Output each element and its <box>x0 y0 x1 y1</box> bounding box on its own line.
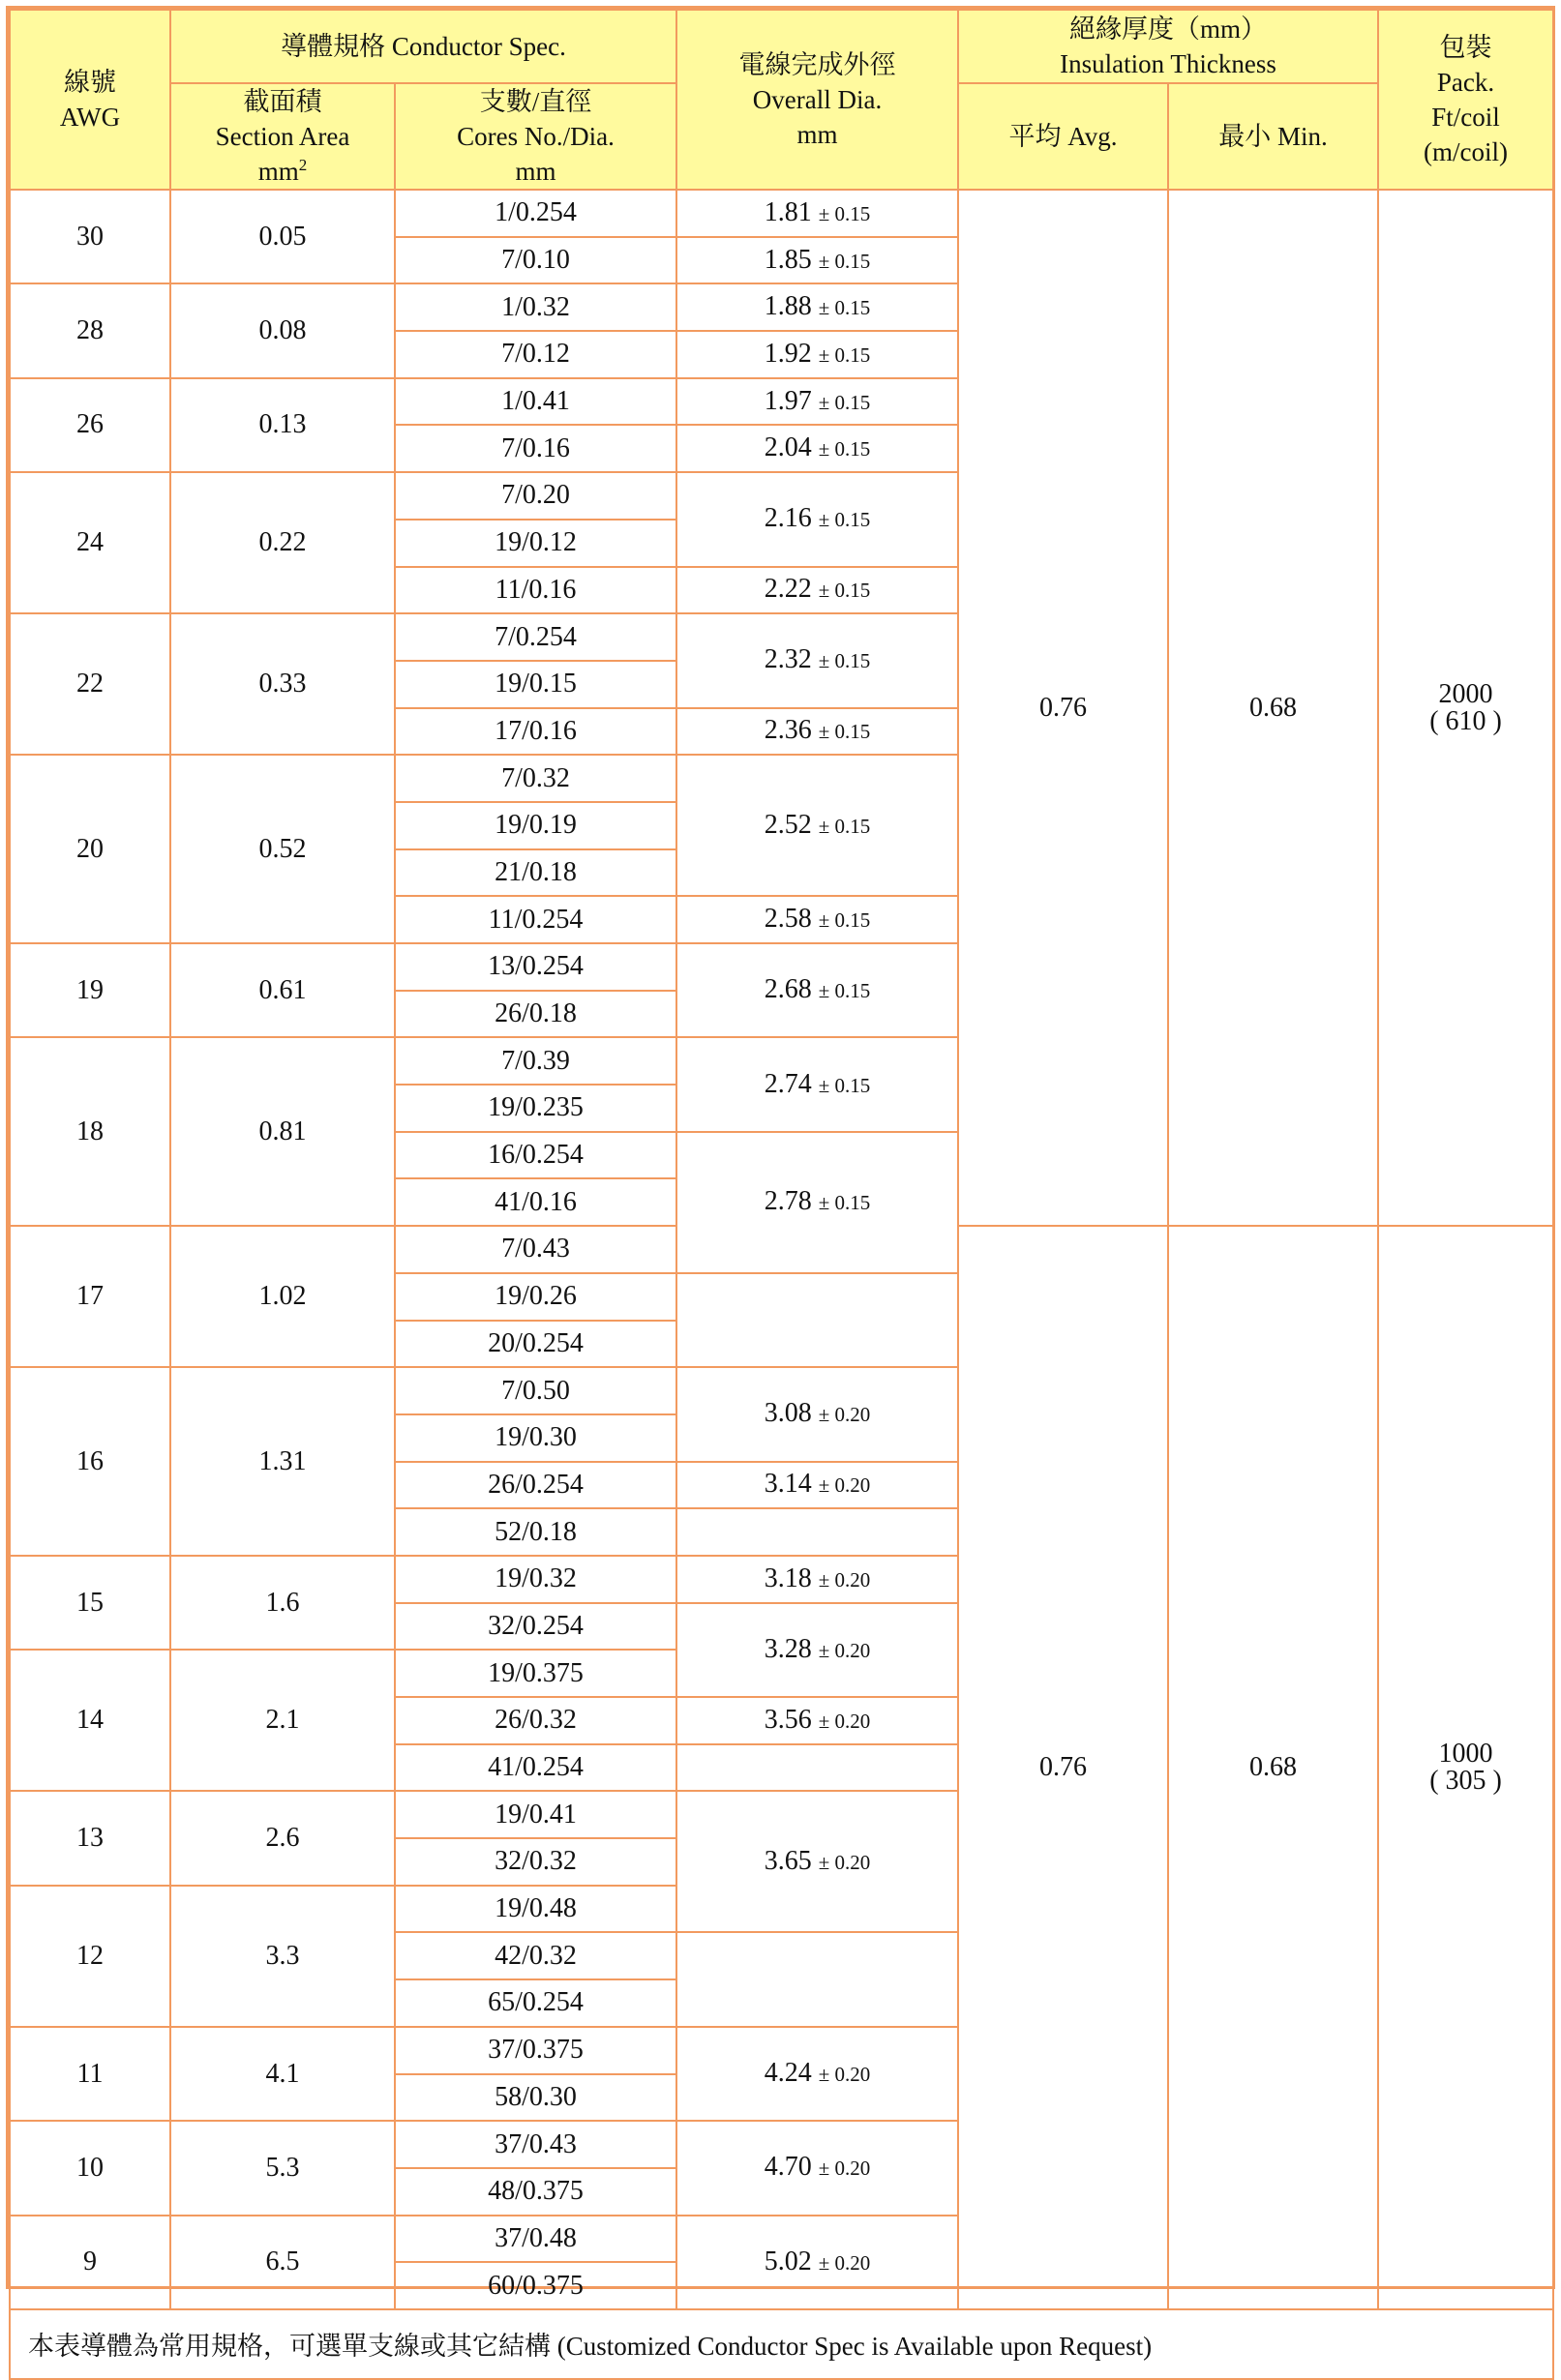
cores-cell: 60/0.375 <box>395 2262 676 2309</box>
dia-tolerance: ± 0.20 <box>818 1567 871 1592</box>
dia-value: 1.97 <box>764 385 812 416</box>
cores-cell: 37/0.375 <box>395 2027 676 2074</box>
section-area-cell: 2.1 <box>170 1650 395 1791</box>
header-overall-dia: 電線完成外徑 Overall Dia. mm <box>676 10 958 190</box>
overall-dia-cell <box>676 1744 958 1792</box>
pack-cell <box>1378 1226 1553 2309</box>
awg-cell: 18 <box>10 1037 170 1226</box>
cores-cell: 7/0.12 <box>395 331 676 378</box>
dia-value: 4.24 <box>764 2058 812 2088</box>
dia-value: 1.92 <box>764 338 812 369</box>
section-area-cell: 0.05 <box>170 190 395 283</box>
insulation-min-cell: 0.68 <box>1168 190 1378 1226</box>
header-min: 最小 Min. <box>1168 83 1378 190</box>
cores-cell: 26/0.254 <box>395 1462 676 1509</box>
overall-dia-cell <box>676 1367 958 1461</box>
awg-cell: 28 <box>10 283 170 377</box>
section-area-cell: 1.6 <box>170 1556 395 1650</box>
dia-tolerance: ± 0.15 <box>818 649 871 673</box>
dia-value: 2.16 <box>764 503 812 534</box>
cores-cell: 42/0.32 <box>395 1932 676 1979</box>
section-area-cell: 0.13 <box>170 378 395 472</box>
footnote: 本表導體為常用規格，可選單支線或其它結構 (Customized Conductor Spec is Available upon Request) <box>10 2309 1553 2379</box>
awg-cell: 14 <box>10 1650 170 1791</box>
dia-tolerance: ± 0.15 <box>818 579 871 603</box>
section-area-cell: 0.52 <box>170 755 395 943</box>
dia-value: 3.56 <box>764 1704 812 1735</box>
pack-ft: 1000 <box>1438 1739 1493 1770</box>
overall-dia-cell <box>676 1556 958 1603</box>
overall-dia-cell <box>676 896 958 943</box>
cores-cell: 41/0.16 <box>395 1178 676 1226</box>
overall-dia-cell <box>676 472 958 566</box>
dia-tolerance: ± 0.20 <box>818 1638 871 1662</box>
header-pack: 包裝 Pack. Ft/coil (m/coil) <box>1378 10 1553 190</box>
dia-value: 2.74 <box>764 1068 812 1099</box>
cores-cell: 7/0.32 <box>395 755 676 802</box>
cores-cell: 19/0.32 <box>395 1556 676 1603</box>
dia-tolerance: ± 0.20 <box>818 1709 871 1733</box>
cores-cell: 7/0.16 <box>395 425 676 472</box>
awg-cell: 16 <box>10 1367 170 1556</box>
cores-cell: 11/0.16 <box>395 567 676 614</box>
overall-dia-cell <box>676 708 958 756</box>
cores-cell: 19/0.26 <box>395 1273 676 1321</box>
overall-dia-cell <box>676 425 958 472</box>
overall-dia-cell <box>676 2027 958 2121</box>
overall-dia-cell <box>676 1273 958 1367</box>
pack-m: ( 610 ) <box>1429 705 1502 736</box>
cores-cell: 7/0.254 <box>395 613 676 661</box>
header-conductor-spec: 導體規格 Conductor Spec. <box>170 10 676 83</box>
insulation-avg-cell: 0.76 <box>958 190 1168 1226</box>
cores-cell: 19/0.15 <box>395 661 676 708</box>
dia-tolerance: ± 0.15 <box>818 296 871 320</box>
cores-cell: 17/0.16 <box>395 708 676 756</box>
dia-tolerance: ± 0.15 <box>818 979 871 1003</box>
section-area-cell: 3.3 <box>170 1886 395 2027</box>
section-area-cell: 1.31 <box>170 1367 395 1556</box>
overall-dia-cell <box>676 1932 958 2026</box>
cores-cell: 19/0.375 <box>395 1650 676 1697</box>
pack-ft: 2000 <box>1438 678 1493 709</box>
cores-cell: 19/0.235 <box>395 1085 676 1132</box>
cores-cell: 32/0.254 <box>395 1603 676 1651</box>
overall-dia-cell <box>676 567 958 614</box>
insulation-min-cell: 0.68 <box>1168 1226 1378 2309</box>
cores-cell: 7/0.39 <box>395 1037 676 1085</box>
overall-dia-cell <box>676 1791 958 1932</box>
awg-cell: 10 <box>10 2121 170 2215</box>
overall-dia-cell <box>676 2121 958 2215</box>
overall-dia-cell <box>676 1508 958 1556</box>
cores-cell: 19/0.30 <box>395 1414 676 1462</box>
overall-dia-cell <box>676 378 958 426</box>
dia-tolerance: ± 0.15 <box>818 908 871 933</box>
overall-dia-cell <box>676 283 958 331</box>
dia-value: 5.02 <box>764 2246 812 2276</box>
awg-cell: 13 <box>10 1791 170 1885</box>
overall-dia-cell <box>676 613 958 707</box>
dia-tolerance: ± 0.20 <box>818 2157 871 2181</box>
pack-m: ( 305 ) <box>1429 1766 1502 1797</box>
cores-cell: 32/0.32 <box>395 1838 676 1886</box>
awg-cell: 26 <box>10 378 170 472</box>
cores-cell: 7/0.43 <box>395 1226 676 1273</box>
dia-tolerance: ± 0.20 <box>818 1403 871 1427</box>
cores-cell: 65/0.254 <box>395 1979 676 2027</box>
section-area-cell: 0.22 <box>170 472 395 613</box>
header-awg: 線號 AWG <box>10 10 170 190</box>
dia-tolerance: ± 0.20 <box>818 1850 871 1874</box>
dia-value: 2.52 <box>764 809 812 840</box>
cores-cell: 1/0.254 <box>395 190 676 237</box>
section-area-cell: 0.33 <box>170 613 395 755</box>
overall-dia-cell <box>676 1697 958 1744</box>
section-area-cell: 1.02 <box>170 1226 395 1367</box>
section-area-cell: 6.5 <box>170 2216 395 2309</box>
insulation-avg-cell: 0.76 <box>958 1226 1168 2309</box>
dia-value: 3.08 <box>764 1398 812 1429</box>
header-insulation: 絕緣厚度（mm） Insulation Thickness <box>958 10 1378 83</box>
section-area-cell: 0.08 <box>170 283 395 377</box>
cores-cell: 52/0.18 <box>395 1508 676 1556</box>
dia-value: 2.36 <box>764 715 812 746</box>
dia-tolerance: ± 0.15 <box>818 437 871 461</box>
awg-cell: 11 <box>10 2027 170 2121</box>
overall-dia-cell <box>676 1603 958 1697</box>
overall-dia-cell <box>676 237 958 284</box>
overall-dia-cell <box>676 2216 958 2309</box>
dia-value: 1.85 <box>764 244 812 275</box>
table-row <box>10 190 1553 237</box>
cores-cell: 37/0.48 <box>395 2216 676 2263</box>
overall-dia-cell <box>676 1037 958 1131</box>
dia-value: 1.88 <box>764 291 812 322</box>
awg-cell: 9 <box>10 2216 170 2309</box>
cores-cell: 19/0.48 <box>395 1886 676 1933</box>
overall-dia-cell <box>676 943 958 1037</box>
dia-value: 2.32 <box>764 644 812 675</box>
section-area-cell: 2.6 <box>170 1791 395 1885</box>
dia-tolerance: ± 0.15 <box>818 342 871 367</box>
cores-cell: 48/0.375 <box>395 2168 676 2216</box>
awg-cell: 30 <box>10 190 170 283</box>
cores-cell: 7/0.10 <box>395 237 676 284</box>
cores-cell: 26/0.32 <box>395 1697 676 1744</box>
section-area-cell: 5.3 <box>170 2121 395 2215</box>
dia-tolerance: ± 0.20 <box>818 2063 871 2086</box>
cores-cell: 13/0.254 <box>395 943 676 991</box>
dia-value: 2.04 <box>764 432 812 463</box>
overall-dia-cell <box>676 190 958 237</box>
spec-table-frame <box>6 6 1555 2362</box>
cores-cell: 11/0.254 <box>395 896 676 943</box>
cores-cell: 19/0.41 <box>395 1791 676 1838</box>
dia-value: 3.18 <box>764 1562 812 1593</box>
dia-value: 4.70 <box>764 2152 812 2183</box>
dia-value: 2.58 <box>764 904 812 935</box>
cores-cell: 1/0.41 <box>395 378 676 426</box>
dia-value: 2.22 <box>764 574 812 605</box>
overall-dia-cell <box>676 755 958 896</box>
dia-value: 3.14 <box>764 1469 812 1500</box>
section-area-cell: 4.1 <box>170 2027 395 2121</box>
dia-tolerance: ± 0.15 <box>818 508 871 532</box>
awg-cell: 20 <box>10 755 170 943</box>
cores-cell: 21/0.18 <box>395 849 676 897</box>
header-avg: 平均 Avg. <box>958 83 1168 190</box>
cores-cell: 37/0.43 <box>395 2121 676 2168</box>
overall-dia-cell <box>676 1462 958 1509</box>
dia-tolerance: ± 0.20 <box>818 2250 871 2275</box>
dia-tolerance: ± 0.15 <box>818 814 871 838</box>
overall-dia-cell <box>676 1132 958 1273</box>
wire-spec-table <box>9 9 1554 2380</box>
pack-cell <box>1378 190 1553 1226</box>
cores-cell: 20/0.254 <box>395 1321 676 1368</box>
awg-cell: 17 <box>10 1226 170 1367</box>
dia-tolerance: ± 0.15 <box>818 201 871 225</box>
cores-cell: 19/0.19 <box>395 802 676 849</box>
section-area-cell: 0.61 <box>170 943 395 1037</box>
dia-tolerance: ± 0.15 <box>818 720 871 744</box>
cores-cell: 16/0.254 <box>395 1132 676 1179</box>
dia-tolerance: ± 0.15 <box>818 249 871 273</box>
awg-cell: 15 <box>10 1556 170 1650</box>
header-section-area: 截面積 Section Area $mm^2$ <box>170 83 395 190</box>
table-body <box>10 190 1553 2309</box>
overall-dia-cell <box>676 331 958 378</box>
cores-cell: 19/0.12 <box>395 520 676 567</box>
dia-value: 1.81 <box>764 196 812 227</box>
awg-cell: 12 <box>10 1886 170 2027</box>
header-cores: 支數/直徑 Cores No./Dia. mm <box>395 83 676 190</box>
dia-tolerance: ± 0.15 <box>818 1073 871 1097</box>
awg-cell: 19 <box>10 943 170 1037</box>
dia-value: 3.65 <box>764 1845 812 1876</box>
dia-value: 3.28 <box>764 1633 812 1664</box>
cores-cell: 7/0.20 <box>395 472 676 520</box>
cores-cell: 41/0.254 <box>395 1744 676 1792</box>
awg-cell: 22 <box>10 613 170 755</box>
dia-tolerance: ± 0.20 <box>818 1473 871 1498</box>
dia-tolerance: ± 0.15 <box>818 390 871 414</box>
cores-cell: 58/0.30 <box>395 2074 676 2122</box>
dia-tolerance: ± 0.15 <box>818 1191 871 1215</box>
dia-value: 2.78 <box>764 1186 812 1217</box>
cores-cell: 26/0.18 <box>395 991 676 1038</box>
awg-cell: 24 <box>10 472 170 613</box>
cores-cell: 7/0.50 <box>395 1367 676 1414</box>
dia-value: 2.68 <box>764 974 812 1005</box>
cores-cell: 1/0.32 <box>395 283 676 331</box>
section-area-cell: 0.81 <box>170 1037 395 1226</box>
